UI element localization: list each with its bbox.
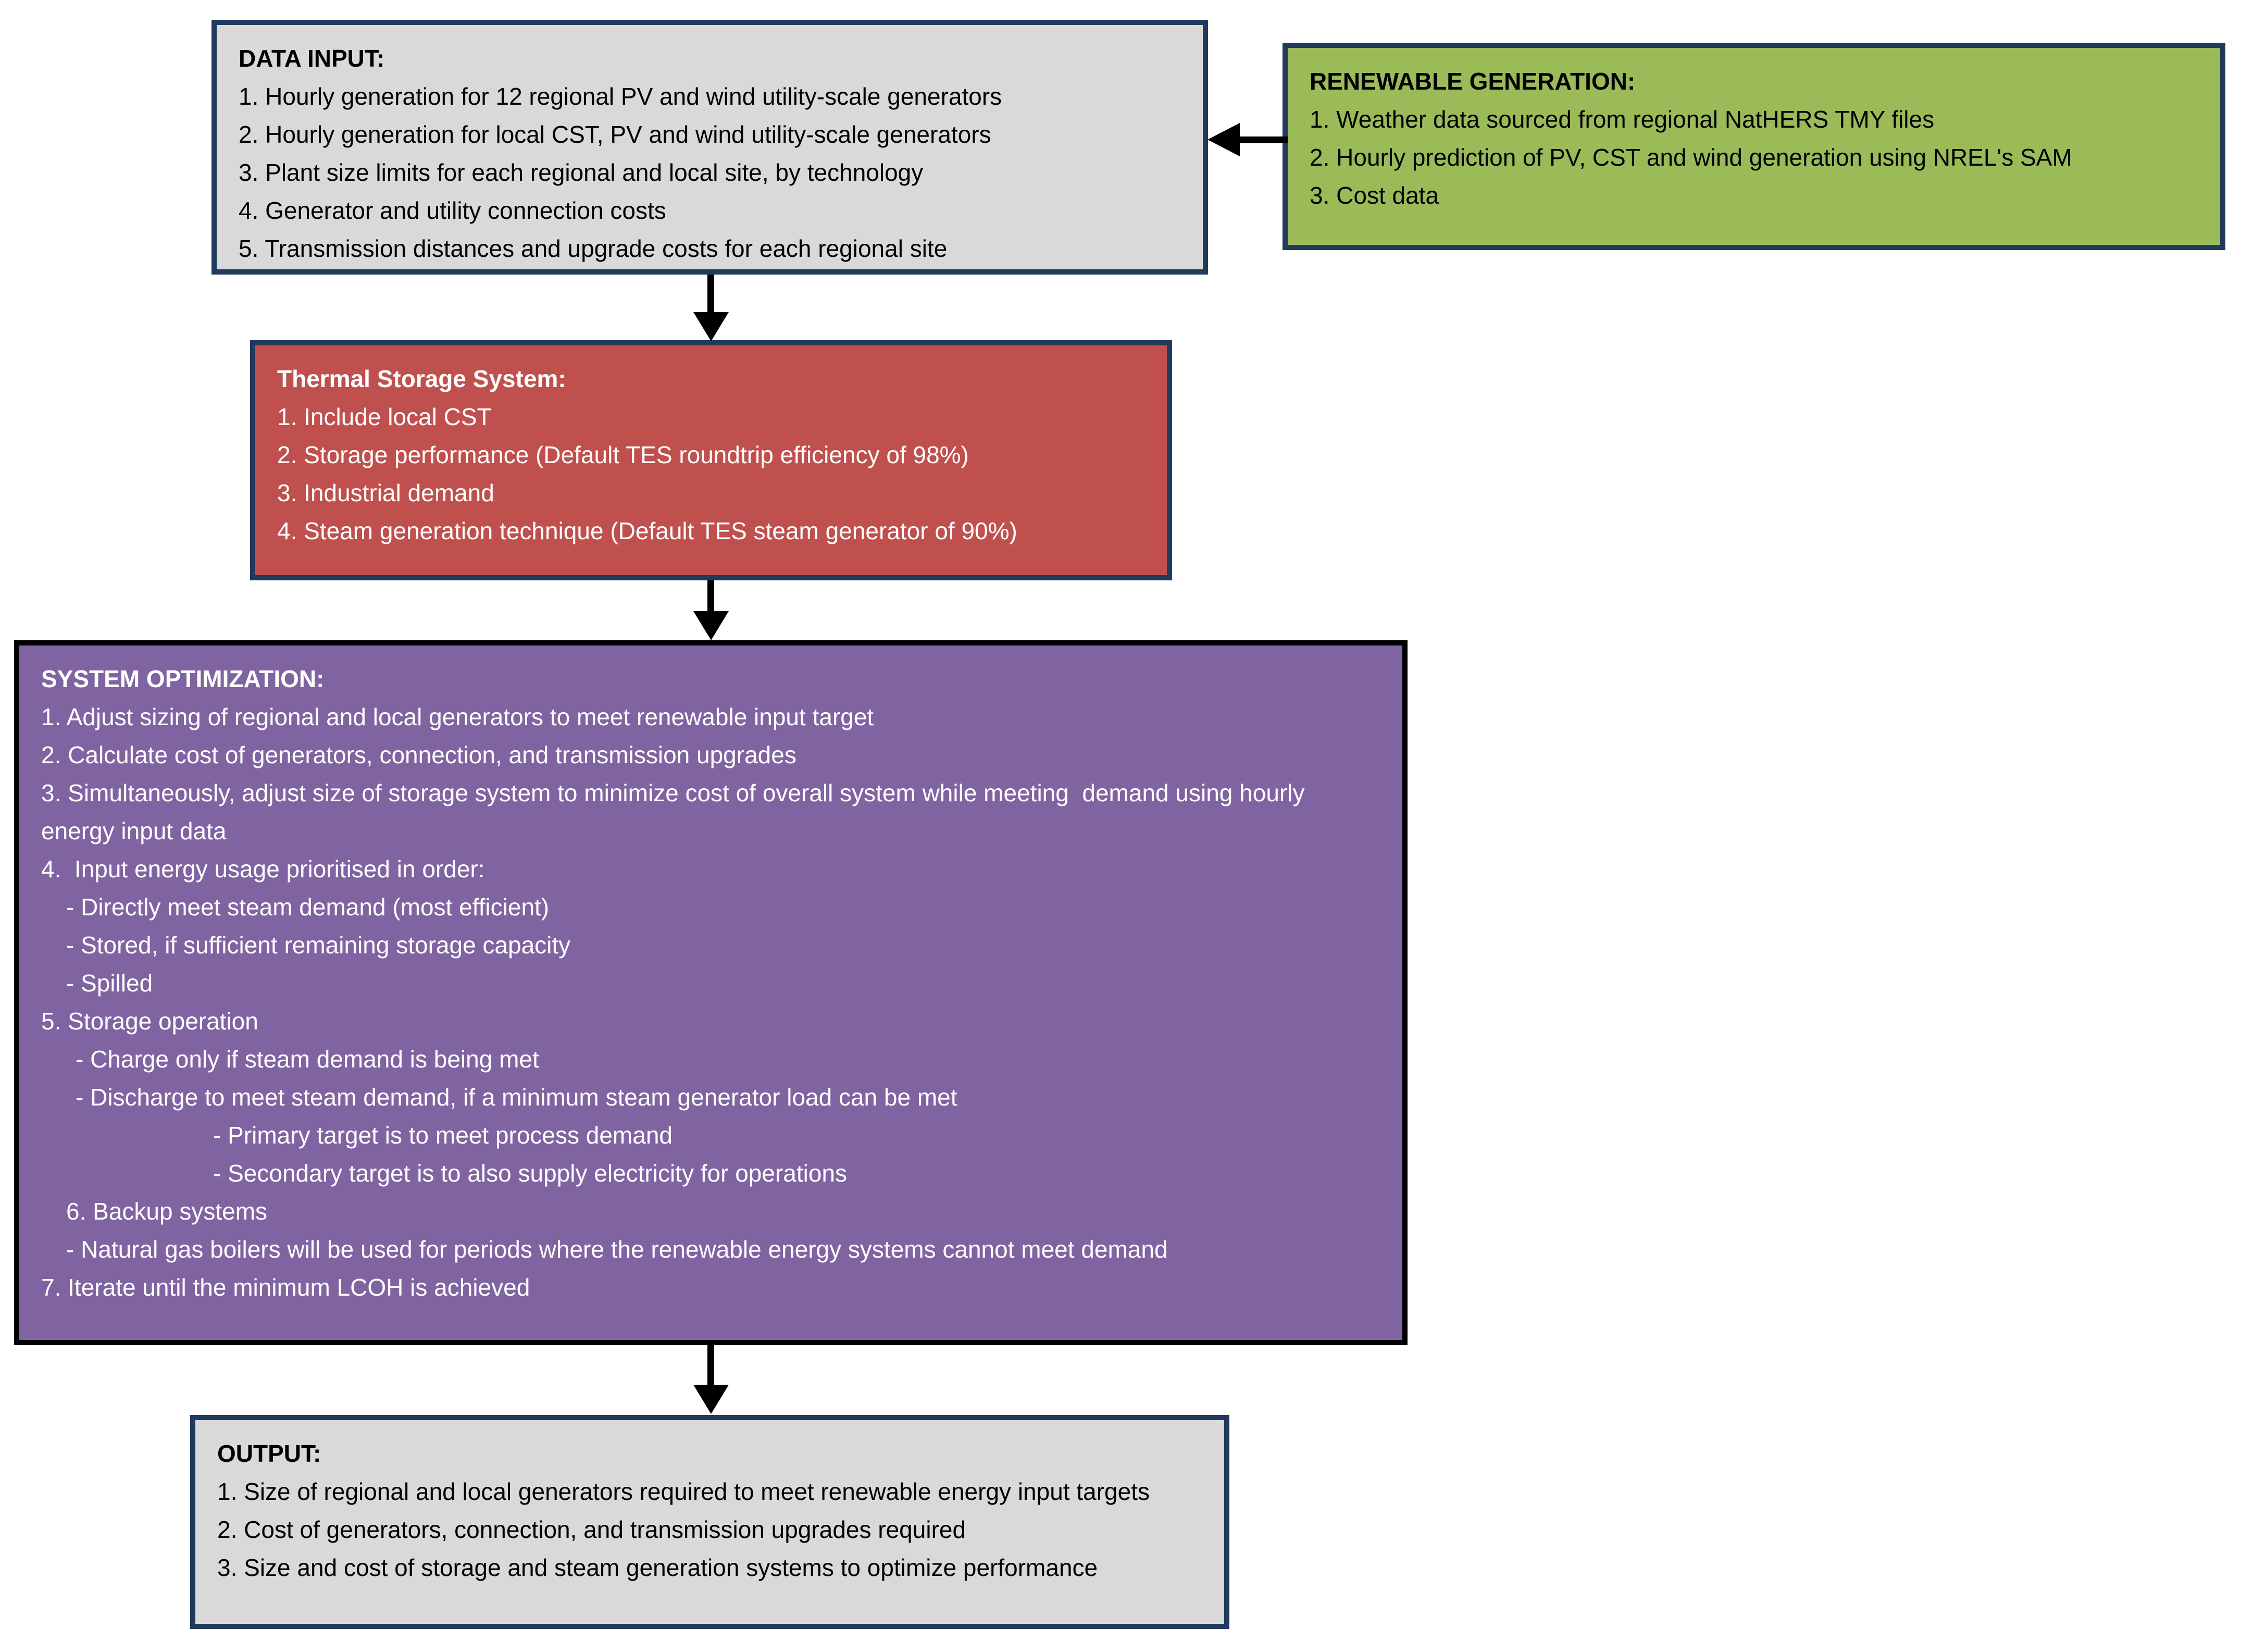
list-item: - Secondary target is to also supply electricity for operations (213, 1160, 848, 1187)
arrow-thermal-to-optimization-head-icon (693, 611, 729, 640)
list-item: - Primary target is to meet process demand (213, 1122, 673, 1149)
list-item: - Stored, if sufficient remaining storage capacity (66, 931, 571, 959)
data-input-box (211, 20, 1208, 275)
list-item: 3. Simultaneously, adjust size of storage system to minimize cost of overall system while meeting demand using hourly energy input data (41, 779, 1312, 844)
list-item: 4. Steam generation technique (Default TES steam generator of 90%) (277, 517, 1017, 544)
data-input-items (239, 78, 1181, 268)
list-item: - Directly meet steam demand (most efficient) (66, 893, 550, 921)
data-input-title: DATA INPUT: (239, 45, 385, 72)
output-title: OUTPUT: (217, 1440, 321, 1467)
system-optimization-items (41, 698, 1380, 1307)
list-item: 4. Input energy usage prioritised in order: (41, 855, 485, 883)
list-item: - Spilled (66, 970, 153, 997)
system-optimization-box (14, 640, 1408, 1345)
thermal-storage-items (277, 398, 1145, 550)
list-item: 4. Generator and utility connection costs (239, 197, 666, 224)
list-item: 2. Hourly prediction of PV, CST and wind generation using NREL's SAM (1310, 144, 2072, 171)
list-item: 5. Transmission distances and upgrade costs for each regional site (239, 235, 948, 262)
list-item: 3. Plant size limits for each regional and local site, by technology (239, 159, 924, 186)
arrow-datainput-to-thermal-head-icon (693, 312, 729, 341)
system-optimization-title: SYSTEM OPTIMIZATION: (41, 665, 325, 692)
renewable-generation-items (1310, 101, 2198, 215)
thermal-storage-title: Thermal Storage System: (277, 365, 566, 392)
arrow-renewable-to-datainput-shaft (1238, 136, 1288, 143)
list-item: 2. Hourly generation for local CST, PV and wind utility-scale generators (239, 121, 991, 148)
list-item: 1. Hourly generation for 12 regional PV and wind utility-scale generators (239, 83, 1002, 110)
list-item: 3. Cost data (1310, 182, 1439, 209)
list-item: 7. Iterate until the minimum LCOH is achieved (41, 1274, 530, 1301)
list-item: - Natural gas boilers will be used for periods where the renewable energy systems cannot meet demand (66, 1236, 1168, 1263)
arrow-optimization-to-output-head-icon (693, 1385, 729, 1414)
output-items (217, 1473, 1202, 1587)
list-item: 6. Backup systems (66, 1198, 268, 1225)
renewable-generation-box (1283, 43, 2225, 250)
arrow-optimization-to-output-shaft (707, 1345, 714, 1388)
list-item: 1. Include local CST (277, 403, 492, 430)
thermal-storage-box (250, 340, 1172, 580)
arrow-datainput-to-thermal-shaft (707, 275, 714, 315)
list-item: 1. Adjust sizing of regional and local generators to meet renewable input target (41, 703, 874, 730)
list-item: 2. Calculate cost of generators, connection, and transmission upgrades (41, 741, 796, 768)
arrow-thermal-to-optimization-shaft (707, 580, 714, 613)
list-item: 2. Cost of generators, connection, and transmission upgrades required (217, 1516, 966, 1543)
output-box (190, 1415, 1229, 1629)
list-item: 1. Size of regional and local generators required to meet renewable energy input targets (217, 1478, 1150, 1505)
arrow-renewable-to-datainput-head-icon (1207, 123, 1240, 156)
list-item: - Charge only if steam demand is being met (76, 1046, 539, 1073)
list-item: 1. Weather data sourced from regional NatHERS TMY files (1310, 106, 1935, 133)
list-item: 5. Storage operation (41, 1008, 258, 1035)
list-item: 3. Industrial demand (277, 479, 494, 506)
list-item: - Discharge to meet steam demand, if a minimum steam generator load can be met (76, 1084, 957, 1111)
list-item: 3. Size and cost of storage and steam generation systems to optimize performance (217, 1554, 1098, 1581)
list-item: 2. Storage performance (Default TES roundtrip efficiency of 98%) (277, 441, 969, 468)
renewable-generation-title: RENEWABLE GENERATION: (1310, 68, 1636, 95)
